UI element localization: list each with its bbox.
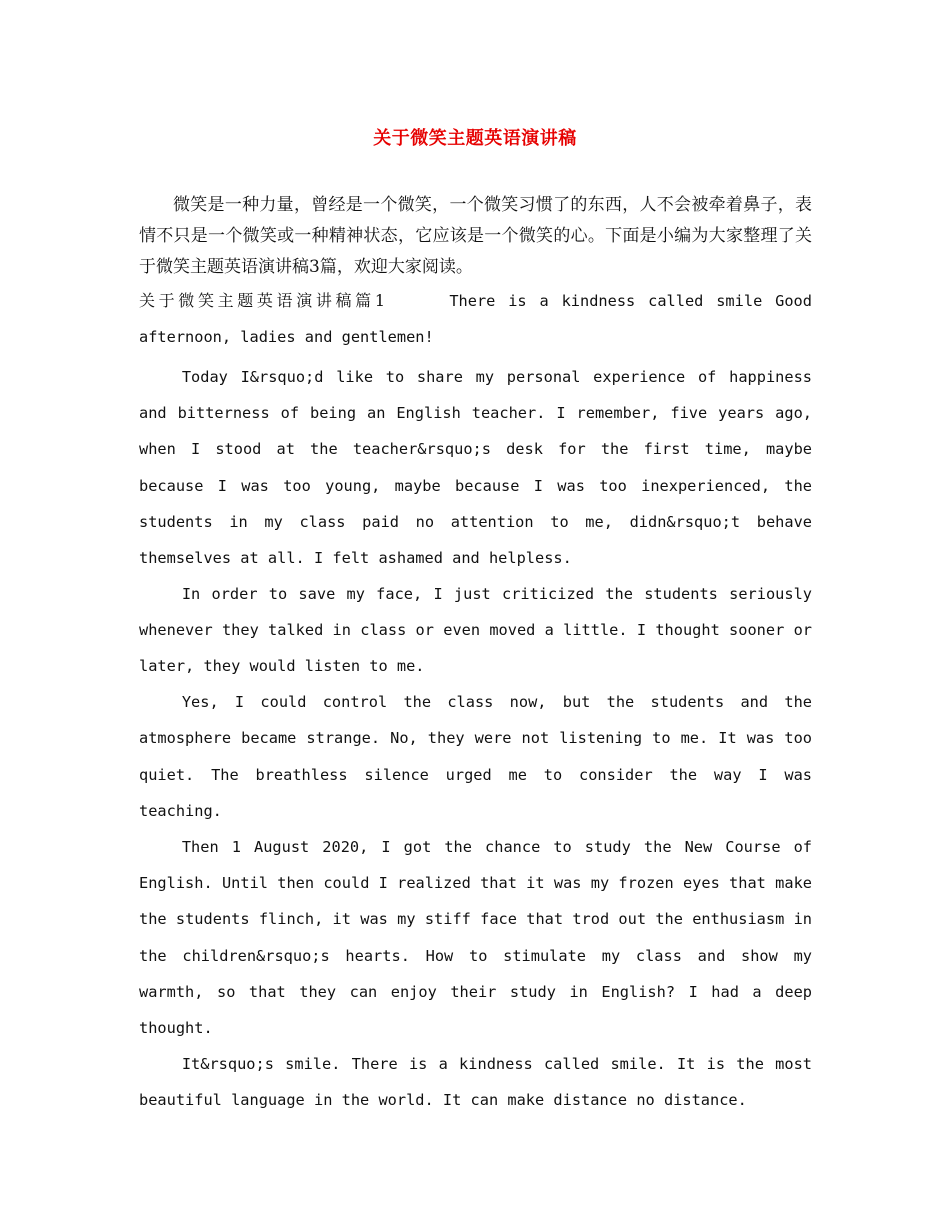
document-body	[139, 190, 812, 1119]
body-paragraph: Today I&rsquo;d like to share my personal experience of happiness and bitterness of being an English teacher. I remember, five years ago, when I stood at the teacher&rsquo;s desk for the first time, maybe because I was too young, maybe because I was too inexperienced, the students in my class paid no attention to me, didn&rsquo;t behave themselves at all. I felt ashamed and helpless.	[139, 368, 812, 568]
intro-paragraph: 微笑是一种力量，曾经是一个微笑，一个微笑习惯了的东西，人不会被牵着鼻子，表情不只是一个微笑或一种精神状态，它应该是一个微笑的心。下面是小编为大家整理了关于微笑主题英语演讲稿3篇，欢迎大家阅读。	[139, 195, 812, 277]
speech-heading: 关于微笑主题英语演讲稿篇1	[139, 291, 385, 310]
body-paragraph: It&rsquo;s smile. There is a kindness called smile. It is the most beautiful language in the world. It can make distance no distance.	[139, 1055, 812, 1110]
speech-heading-line	[139, 283, 812, 355]
speech-title: There is a kindness called smile Good afternoon, ladies and gentlemen!	[139, 292, 812, 346]
body-paragraph: Yes, I could control the class now, but the students and the atmosphere became strange. No, they were not listening to me. It was too quiet. The breathless silence urged me to consider the way I was teaching.	[139, 693, 812, 820]
document-title: 关于微笑主题英语演讲稿	[373, 128, 577, 149]
body-paragraph: Then 1 August 2020, I got the chance to study the New Course of English. Until then could I realized that it was my frozen eyes that make the students flinch, it was my stiff face that trod out the enthusiasm in the children&rsquo;s hearts. How to stimulate my class and show my warmth, so that they can enjoy their study in English? I had a deep thought.	[139, 838, 812, 1038]
body-paragraph: In order to save my face, I just criticized the students seriously whenever they talked in class or even moved a little. I thought sooner or later, they would listen to me.	[139, 585, 812, 676]
